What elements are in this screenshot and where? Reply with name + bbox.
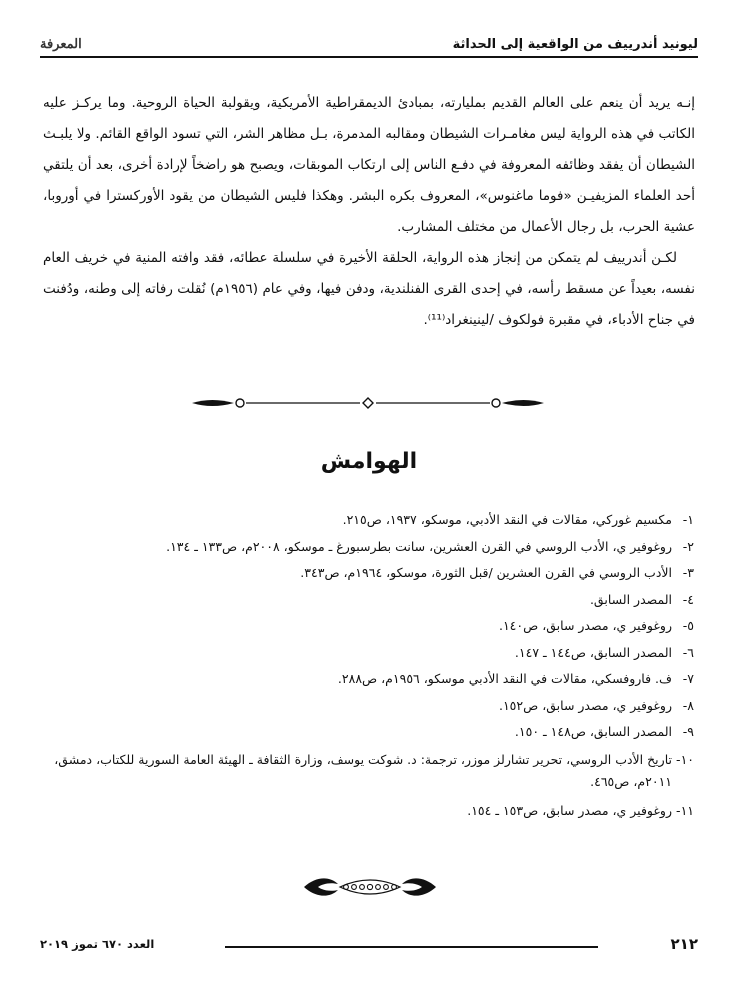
footnote-item <box>40 534 694 561</box>
footnote-number: ١٠- <box>676 751 694 767</box>
header-divider <box>40 56 698 58</box>
footnote-number: ٢- <box>682 538 694 554</box>
footnote-number: ٦- <box>682 644 694 660</box>
footnote-item <box>40 798 694 825</box>
footnote-number: ٤- <box>682 591 694 607</box>
footnote-number: ٩- <box>682 724 694 739</box>
end-ornament <box>300 874 440 900</box>
footnote-text: ف. فاروفسكي، مقالات في النقد الأدبي موسكو، ١٩٥٦م، ص٢٨٨. <box>337 671 672 686</box>
footnote-item <box>40 587 694 614</box>
footnote-item <box>40 719 694 746</box>
footnote-text: مكسيم غوركي، مقالات في النقد الأدبي، موسكو، ١٩٣٧، ص٢١٥. <box>342 512 672 527</box>
magazine-logo: المعرفة <box>40 37 82 52</box>
footnote-text: تاريخ الأدب الروسي، تحرير تشارلز موزر، ترجمة: د. شوكت يوسف، وزارة الثقافة ـ الهيئة العامة السورية للكتاب، دمشق، ٢٠١١م، ص٤٦٥. <box>54 751 672 789</box>
footnote-number: ٥- <box>682 618 694 633</box>
footer-divider <box>225 946 598 948</box>
footnote-text: المصدر السابق. <box>589 591 672 607</box>
footnote-number: ٣- <box>682 565 694 580</box>
body-paragraph: إنـه يريد أن ينعم على العالم القديم بمليارته، بمبادئ الديمقراطية الأمريكية، ويقولبة الحياة الروحية. وما يركـز عليه الكاتب في هذه الرواية ليس مغامـرات الشيطان ومقالبه المدمرة، بـل مظاهر الشر، التي تسود الواقع القائم. ولا يلبـث الشيطان أن يفقد وظائفه المعروفة في دفـع الناس إلى ارتكاب الموبقات، ويصبح هو راضخاً لإرادة أخرى، بعد أن يلتقي أحد العلماء المزيفيـن «فوما ماغنوس»، المعروف بكره البشر. وهكذا فليس الشيطان من يقود الأوركسترا في أوروبا، عشية الحرب، بل رجال الأعمال من مختلف المشارب. <box>43 95 695 235</box>
footnote-text: روغوفير ي، مصدر سابق، ص١٥٢. <box>498 697 672 713</box>
footnote-number: ١- <box>682 512 694 527</box>
footnote-text: روغوفير ي، مصدر سابق، ص١٤٠. <box>498 618 672 633</box>
footnote-number: ٨- <box>682 697 694 713</box>
footnote-item <box>40 693 694 720</box>
page-number: ٢١٢ <box>670 935 698 953</box>
running-title: ليونيد أندرييف من الواقعية إلى الحداثة <box>452 37 698 52</box>
footnote-item <box>40 666 694 693</box>
footnote-number: ٧- <box>682 671 694 686</box>
footnote-item <box>40 746 694 798</box>
footnote-text: المصدر السابق، ص١٤٤ ـ ١٤٧. <box>514 644 672 660</box>
page-footer <box>40 935 698 957</box>
footnote-number: ١١- <box>676 802 694 818</box>
footnote-item <box>40 613 694 640</box>
section-divider-ornament <box>190 394 546 412</box>
page-header <box>40 30 698 52</box>
footnotes-list <box>40 507 694 824</box>
footnote-item <box>40 507 694 534</box>
footnote-text: روغوفير ي، الأدب الروسي في القرن العشرين، سانت بطرسبورغ ـ موسكو، ٢٠٠٨م، ص١٣٣ ـ ١٣٤. <box>166 538 672 554</box>
issue-label: العدد ٦٧٠ تموز ٢٠١٩ <box>40 937 155 951</box>
footnote-text: روغوفير ي، مصدر سابق، ص١٥٣ ـ ١٥٤. <box>467 802 672 818</box>
footnote-text: الأدب الروسي في القرن العشرين /قبل الثورة، موسكو، ١٩٦٤م، ص٣٤٣. <box>300 565 672 580</box>
body-paragraph: لكـن أندرييف لم يتمكن من إنجاز هذه الرواية، الحلقة الأخيرة في سلسلة عطائه، فقد وافته المنية في خريف العام نفسه، بعيداً عن مسقط رأسه، في إحدى القرى الفنلندية، ودفن فيها، وفي عام (١٩٥٦م) نُقلت رفاته إلى وطنه، ودُفنت في جناح الأدباء، في مقبرة فولكوف /لينينغراد⁽¹¹⁾. <box>43 250 695 328</box>
footnotes-heading: الهوامش <box>320 449 418 474</box>
footnote-item <box>40 560 694 587</box>
footnote-text: المصدر السابق، ص١٤٨ ـ ١٥٠. <box>514 724 672 739</box>
footnote-item <box>40 640 694 667</box>
article-body <box>43 88 695 336</box>
